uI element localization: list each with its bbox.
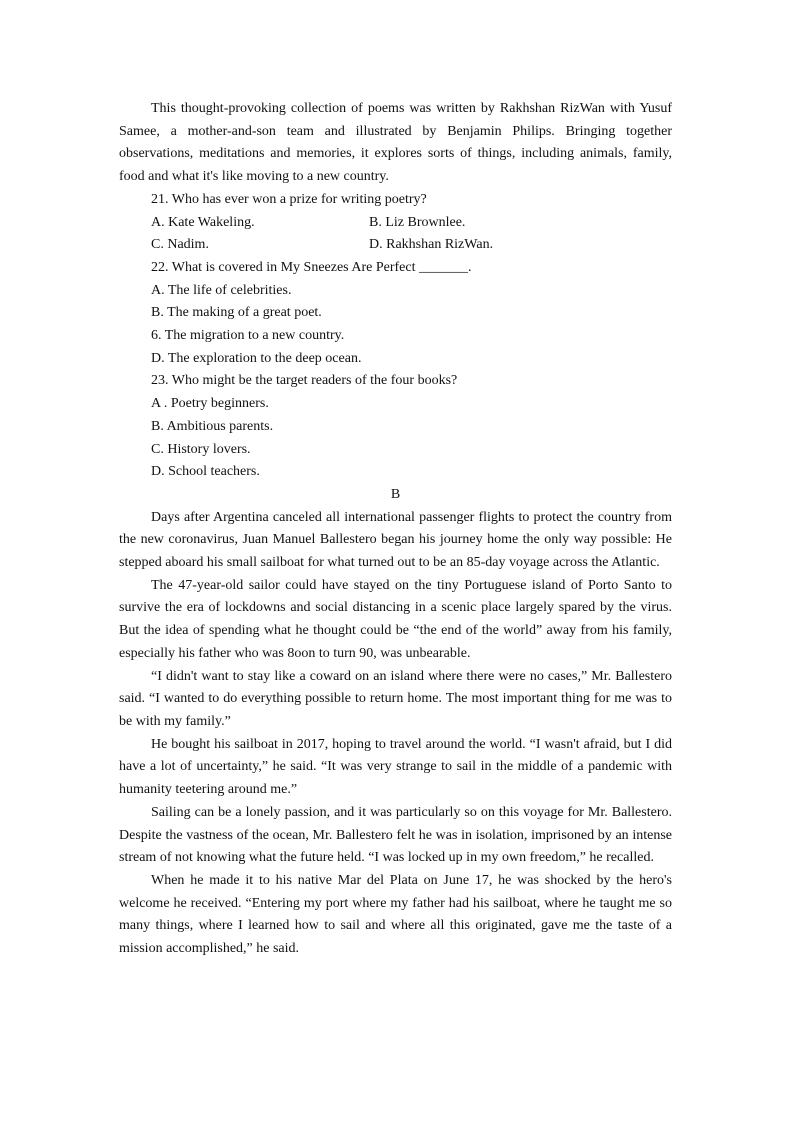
question-22-option-b: B. The making of a great poet. [151, 305, 322, 321]
passage-b-paragraph-4: He bought his sailboat in 2017, hoping to travel around the world. “I wasn't afraid, but I did have a lot of uncertainty,” he said. “It was very strange to sail in the middle of a pandemic with humanity teetering around me.” [119, 736, 672, 798]
question-21-option-c: C. Nadim. [151, 237, 209, 253]
document-page [119, 98, 672, 961]
section-b-heading: B [390, 486, 401, 502]
question-22-option-d: D. The exploration to the deep ocean. [151, 350, 362, 366]
question-21-option-d: D. Rakhshan RizWan. [369, 237, 494, 253]
intro-paragraph: This thought-provoking collection of poems was written by Rakhshan RizWan with Yusuf Samee, a mother-and-son team and illustrated by Benjamin Philips. Bringing together observations, meditations and memories, it explores sorts of things, including animals, family, food and what it's like moving to a new country. [119, 101, 672, 185]
passage-b-paragraph-2: The 47-year-old sailor could have stayed on the tiny Portuguese island of Porto Santo to survive the era of lockdowns and social distancing in a scenic place largely spared by the virus. But the idea of spending what he thought could be “the end of the world” away from his family, especially his father who was 8oon to turn 90, was unbearable. [119, 577, 672, 661]
passage-b-paragraph-1: Days after Argentina canceled all international passenger flights to protect the country from the new coronavirus, Juan Manuel Ballestero began his journey home the only way possible: He stepped aboard his small sailboat for what turned out to be an 85-day voyage across the Atlantic. [119, 509, 672, 571]
question-23-option-a: A . Poetry beginners. [151, 396, 269, 412]
passage-b-paragraph-6: When he made it to his native Mar del Plata on June 17, he was shocked by the hero's welcome he received. “Entering my port where my father had his sailboat, where he taught me so many things, where I learned how to sail and where all this originated, gave me the taste of a mission accomplished,” he said. [119, 872, 672, 957]
passage-b-paragraph-5: Sailing can be a lonely passion, and it was particularly so on this voyage for Mr. Ballestero. Despite the vastness of the ocean, Mr. Ballestero felt he was in isolation, imprisoned by an intense stream of not knowing what the future held. “I was locked up in my own freedom,” he recalled. [119, 804, 672, 866]
passage-b-paragraph-3: “I didn't want to stay like a coward on an island where there were no cases,” Mr. Ballestero said. “I wanted to do everything possible to return home. The most important thing for me was to be with my family.” [119, 668, 672, 729]
question-23-option-b: B. Ambitious parents. [151, 418, 274, 434]
question-21-stem: 21. Who has ever won a prize for writing poetry? [151, 191, 427, 207]
question-21-options-row-2 [119, 234, 672, 257]
question-21-options-row-1 [119, 212, 672, 235]
question-23-stem: 23. Who might be the target readers of the four books? [151, 373, 458, 389]
question-23-option-d: D. School teachers. [151, 464, 260, 480]
question-21-option-b: B. Liz Brownlee. [369, 214, 466, 230]
question-22-option-a: A. The life of celebrities. [151, 282, 292, 298]
question-22-option-c: 6. The migration to a new country. [151, 328, 345, 344]
question-23-option-c: C. History lovers. [151, 441, 251, 457]
question-22-stem: 22. What is covered in My Sneezes Are Perfect _______. [151, 259, 472, 275]
question-21-option-a: A. Kate Wakeling. [151, 214, 255, 230]
